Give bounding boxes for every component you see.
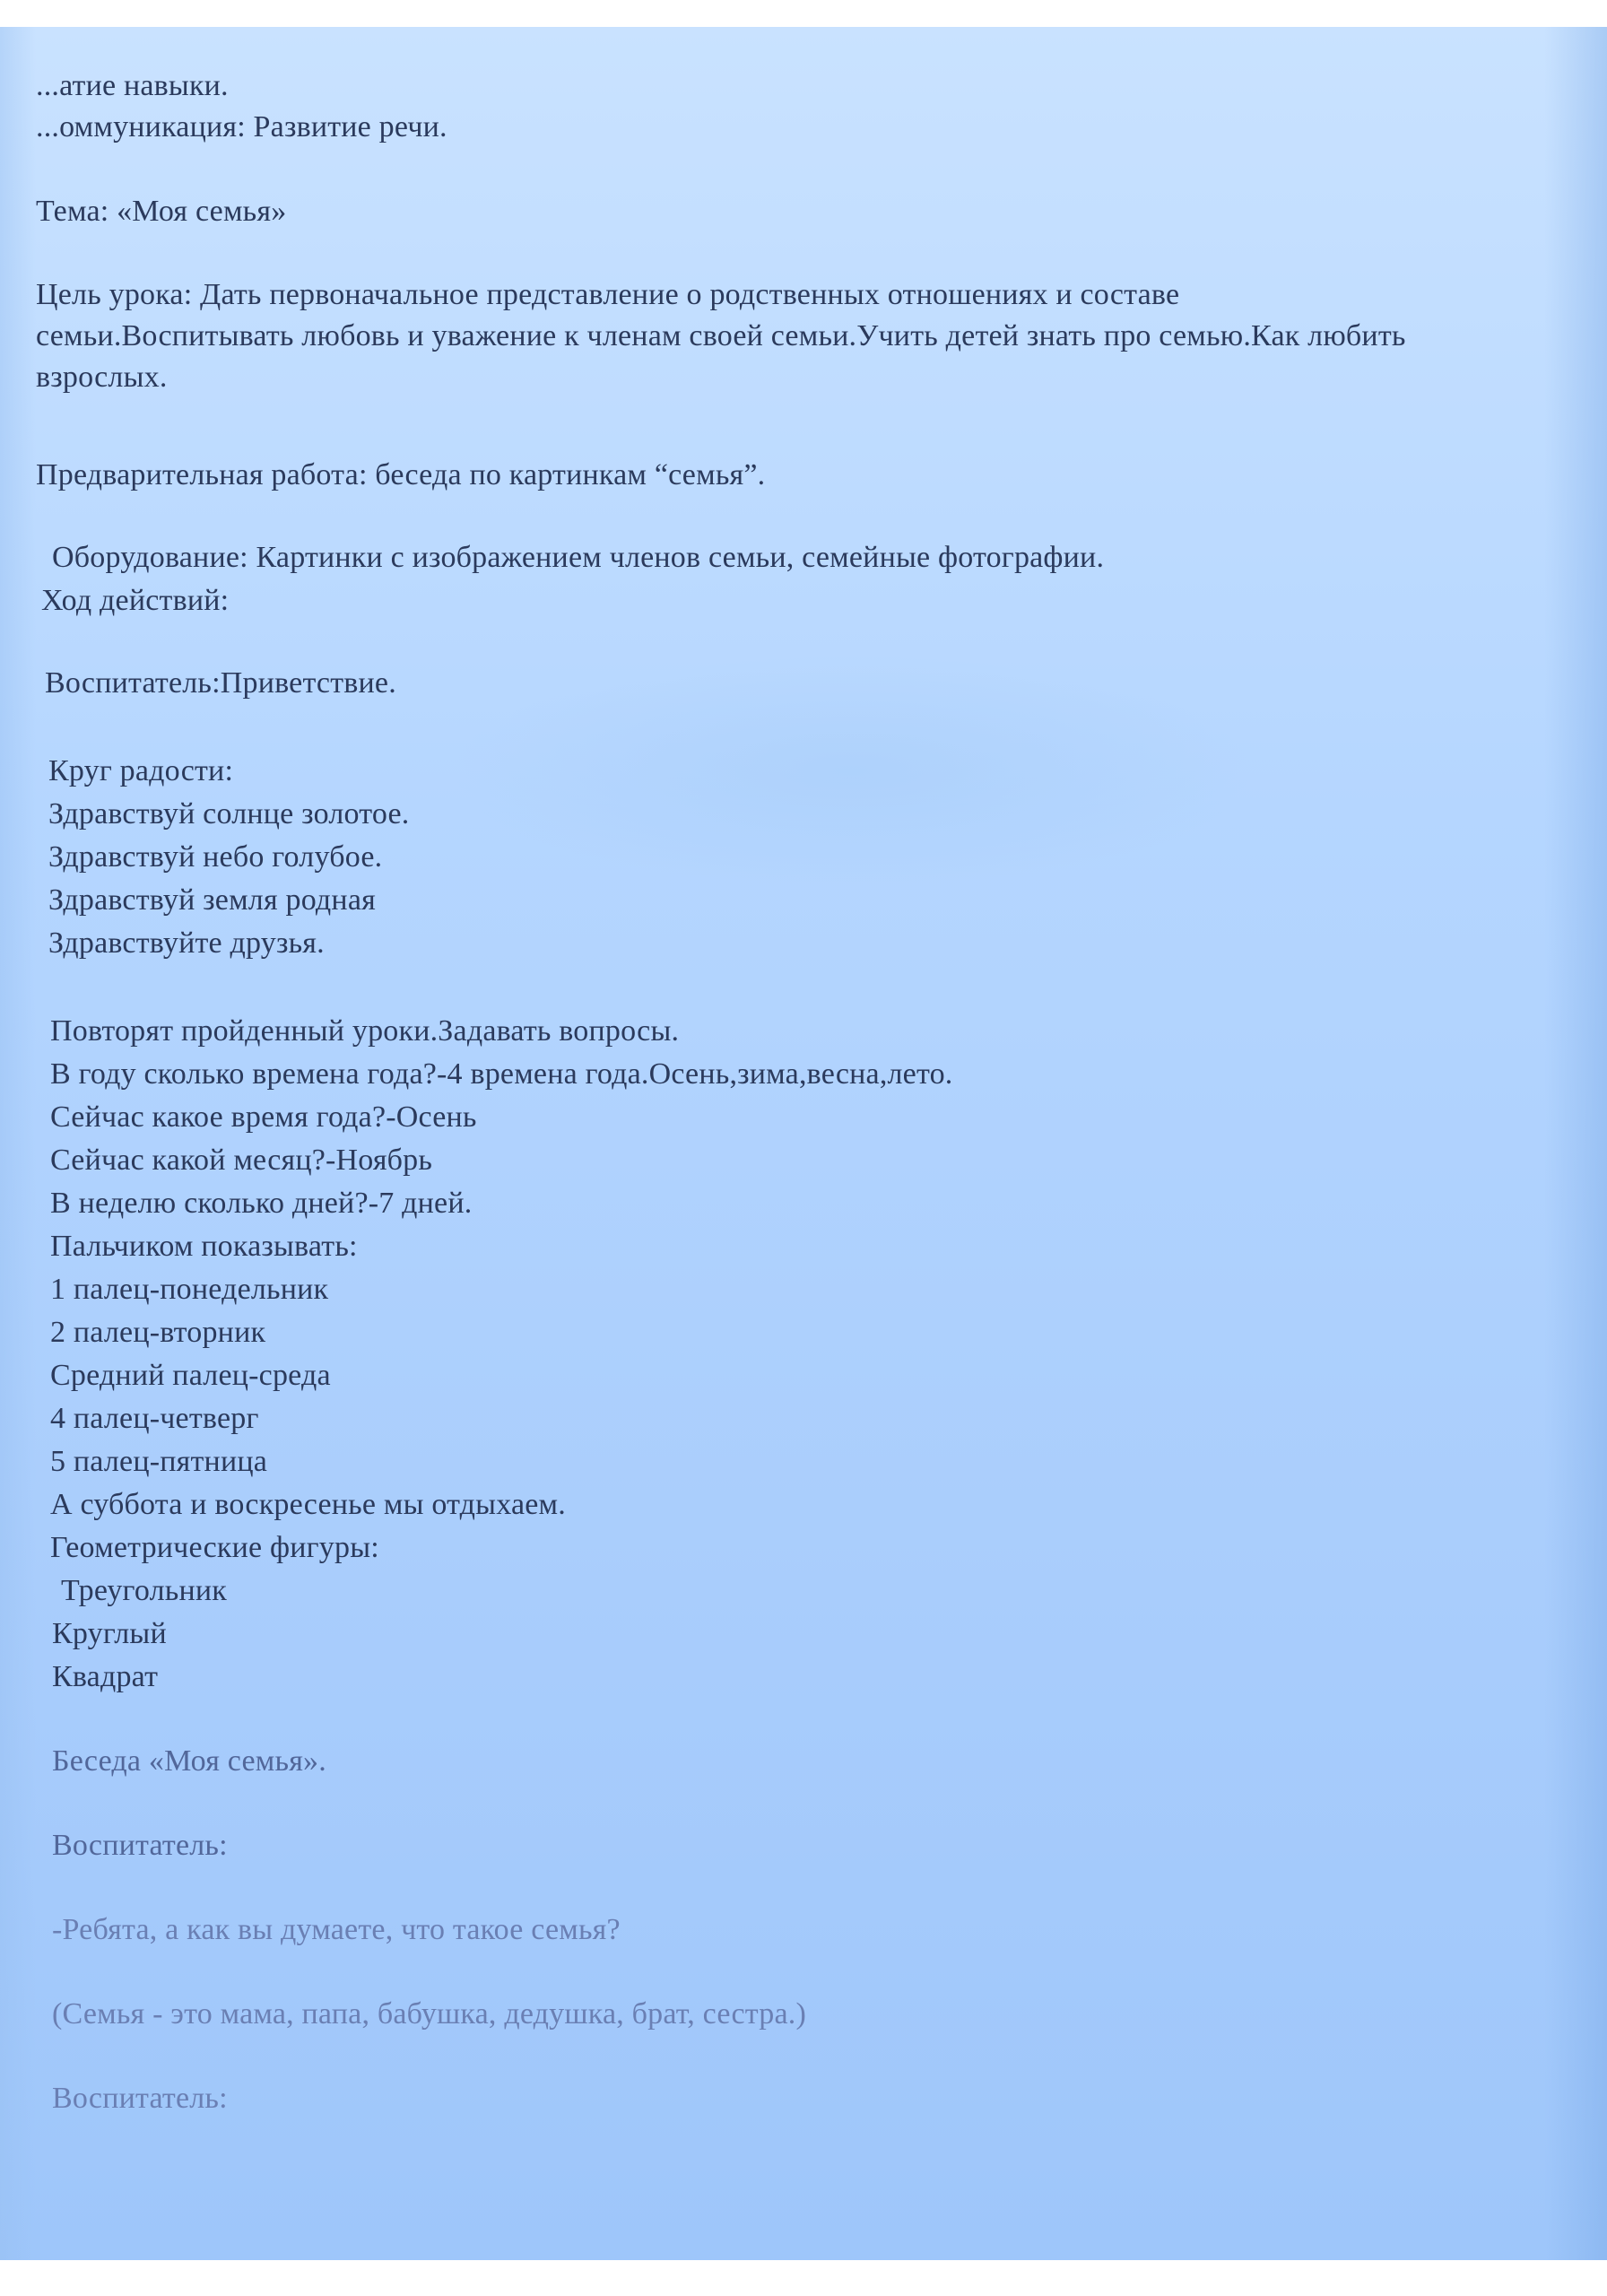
geometry-heading: Геометрические фигуры:	[50, 1531, 379, 1564]
teacher-label-2: Воспитатель:	[52, 2082, 228, 2115]
finger-heading: Пальчиком показывать:	[50, 1230, 358, 1263]
finger-day-3: Средний палец-среда	[50, 1359, 331, 1392]
finger-day-4: 4 палец-четверг	[50, 1402, 259, 1435]
lesson-goal: Цель урока: Дать первоначальное представление о родственных отношениях и составе семьи.Воспитывать любовь и уважение к членам своей семьи.Учить детей знать про семью.Как любить взрослых.	[36, 278, 1406, 394]
shape-triangle: Треугольник	[61, 1574, 227, 1607]
children-answer: (Семья - это мама, папа, бабушка, дедушка, брат, сестра.)	[52, 1997, 806, 2031]
teacher-greeting: Воспитатель:Приветствие.	[45, 666, 396, 700]
activity-course-heading: Ход действий:	[41, 584, 230, 617]
teacher-label-1: Воспитатель:	[52, 1829, 228, 1862]
document-page	[0, 27, 1607, 2260]
question-season-now: Сейчас какое время года?-Осень	[50, 1100, 477, 1134]
shape-circle: Круглый	[52, 1617, 167, 1650]
conversation-heading: Беседа «Моя семья».	[52, 1744, 326, 1778]
lesson-topic: Тема: «Моя семья»	[36, 195, 287, 228]
poem-line-1: Здравствуй солнце золотое.	[48, 797, 410, 831]
poem-line-2: Здравствуй небо голубое.	[48, 840, 383, 874]
question-seasons: В году сколько времена года?-4 времена года.Осень,зима,весна,лето.	[50, 1057, 953, 1091]
teacher-question: -Ребята, а как вы думаете, что такое семья?	[52, 1913, 621, 1946]
poem-line-4: Здравствуйте друзья.	[48, 926, 325, 960]
document-photo	[0, 27, 1607, 2260]
poem-line-3: Здравствуй земля родная	[48, 883, 376, 917]
preliminary-work: Предварительная работа: беседа по картинкам “семья”.	[36, 458, 766, 491]
shape-square: Квадрат	[52, 1660, 159, 1693]
text-communication-line: ...оммуникация: Развитие речи.	[36, 110, 447, 144]
finger-day-2: 2 палец-вторник	[50, 1316, 266, 1349]
equipment-line: Оборудование: Картинки с изображением членов семьи, семейные фотографии.	[52, 541, 1105, 574]
question-days-week: В неделю сколько дней?-7 дней.	[50, 1187, 473, 1220]
text-skills-line: ...атие навыки.	[36, 69, 229, 102]
finger-day-1: 1 палец-понедельник	[50, 1273, 329, 1306]
finger-day-5: 5 палец-пятница	[50, 1445, 268, 1478]
circle-of-joy-heading: Круг радости:	[48, 754, 234, 787]
weekend-line: А суббота и воскресенье мы отдыхаем.	[50, 1488, 566, 1521]
review-line: Повторят пройденный уроки.Задавать вопросы.	[50, 1014, 680, 1048]
question-month-now: Сейчас какой месяц?-Ноябрь	[50, 1144, 433, 1177]
